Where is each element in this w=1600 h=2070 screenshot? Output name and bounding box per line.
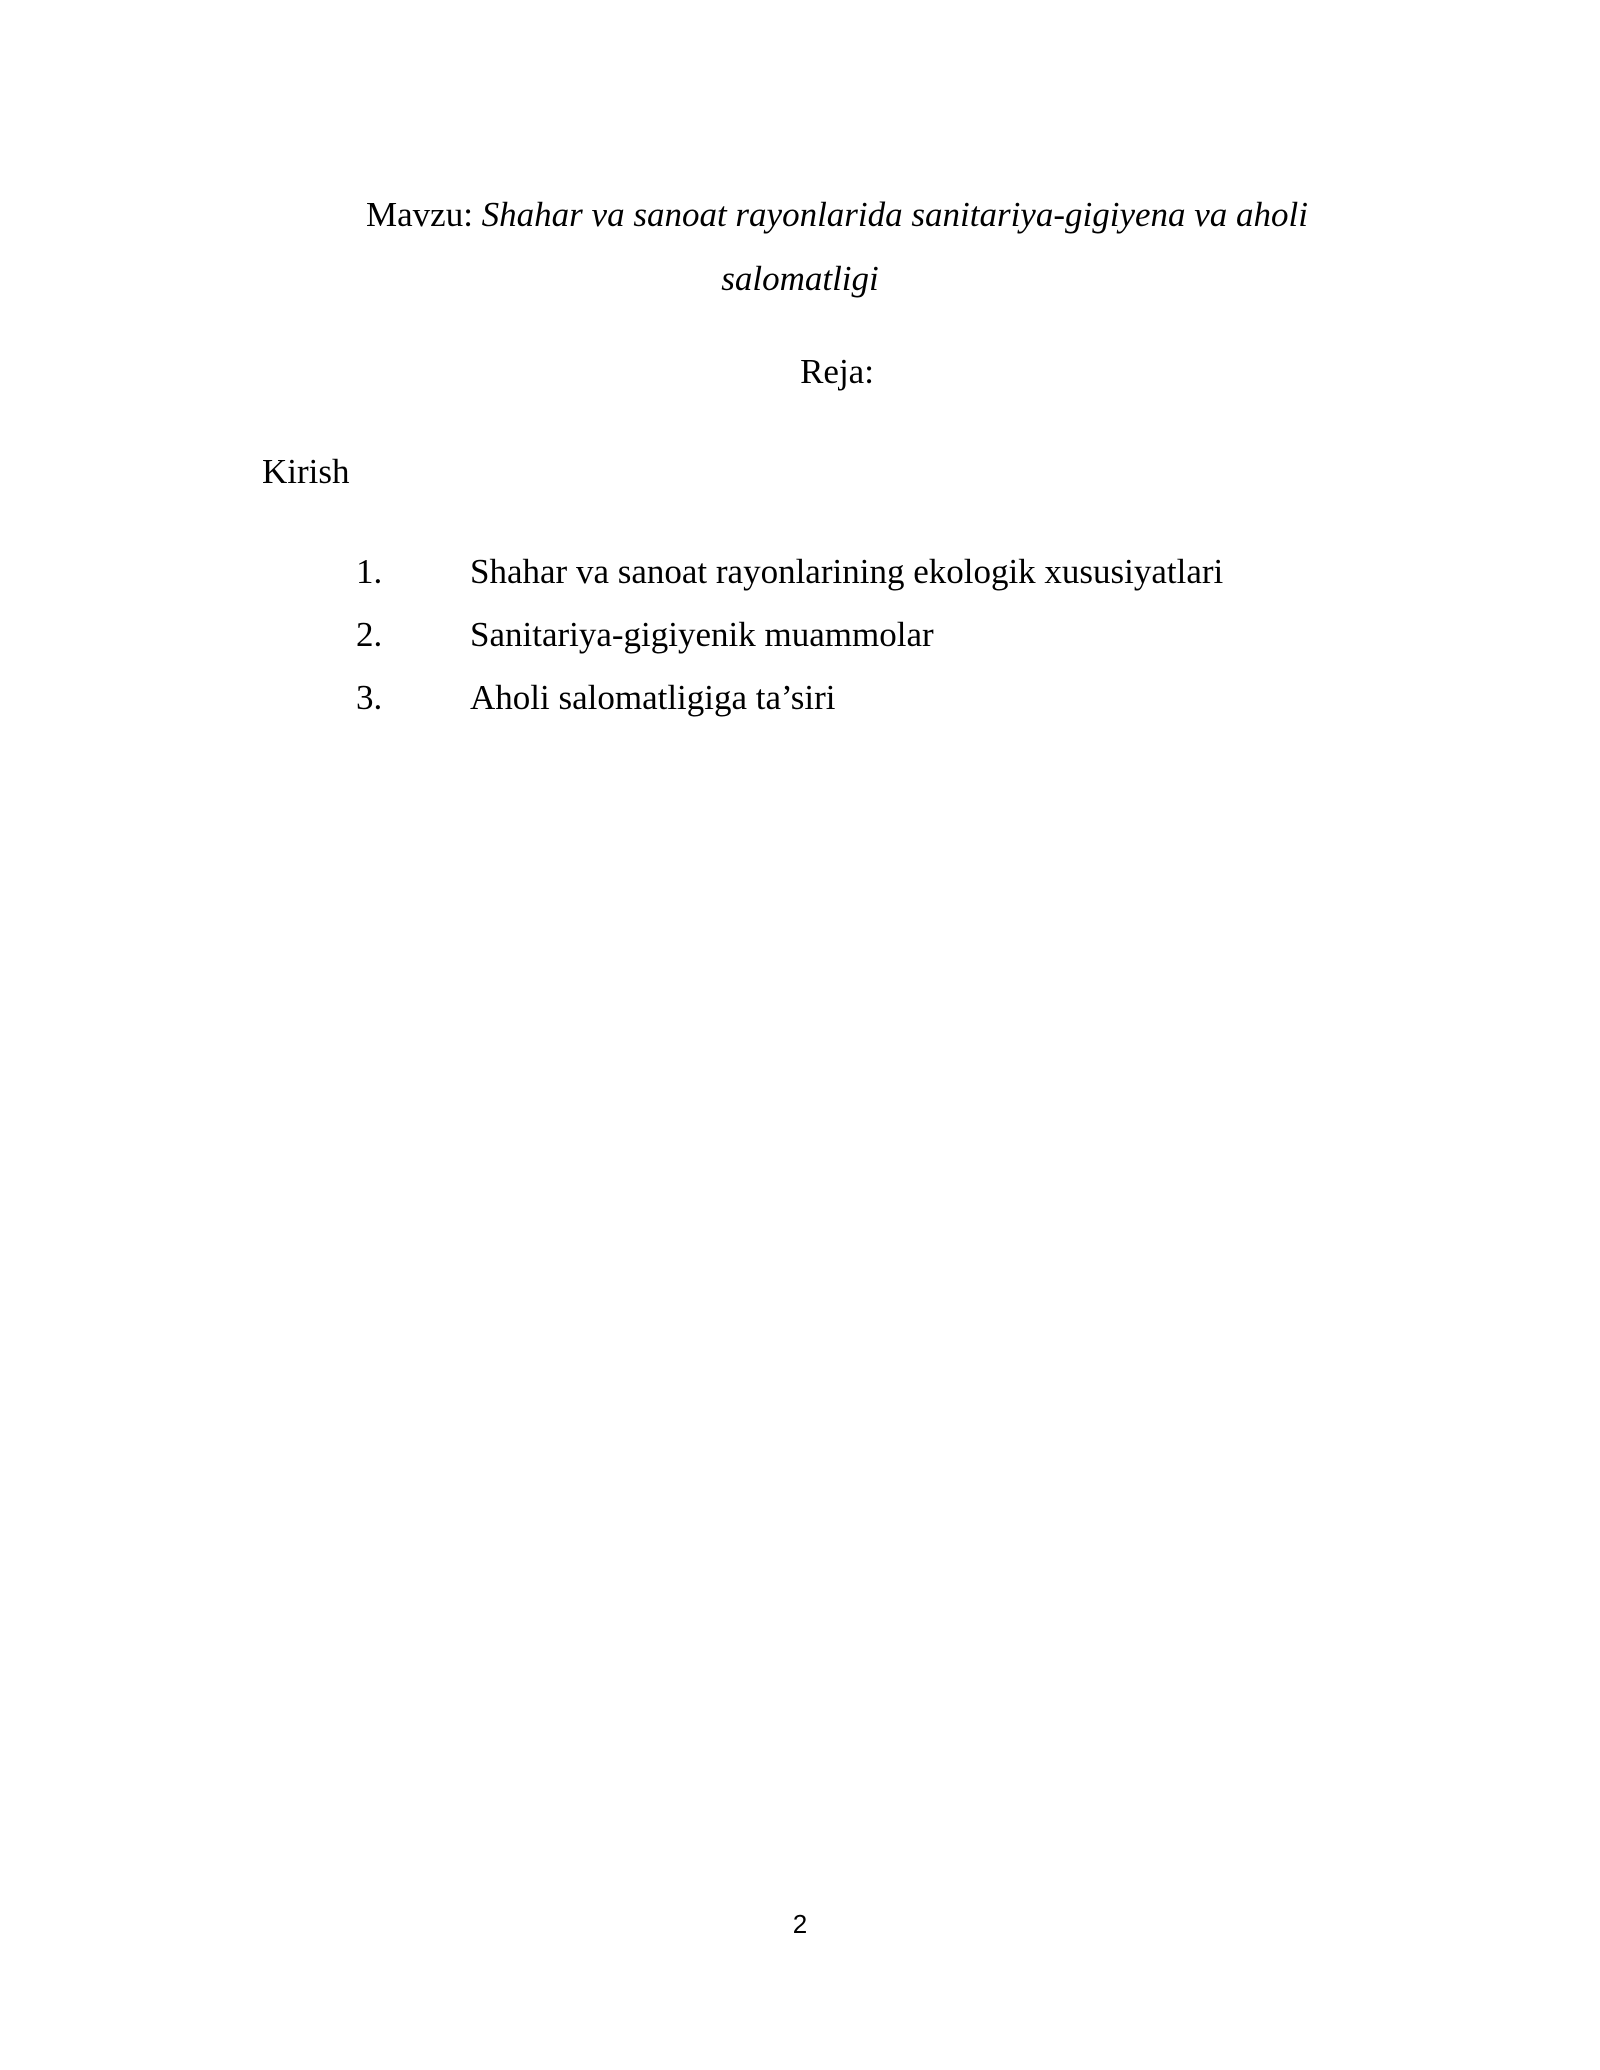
plan-item-1 (356, 550, 1223, 613)
plan-item-text: Aholi salomatligiga ta’siri (470, 678, 836, 717)
plan-item-text: Shahar va sanoat rayonlarining ekologik xususiyatlari (470, 552, 1224, 591)
intro-heading: Kirish (262, 452, 350, 491)
title-line-1 (0, 183, 1600, 247)
plan-item-number: 2. (356, 615, 383, 654)
page-number: 2 (792, 1909, 808, 1939)
plan-item-3 (356, 676, 1223, 739)
plan-item-2 (356, 613, 1223, 676)
document-title (0, 183, 1600, 311)
plan-item-number: 1. (356, 552, 383, 591)
title-topic-line-2: salomatligi (721, 259, 879, 298)
plan-list (356, 550, 1223, 739)
plan-item-number: 3. (356, 678, 383, 717)
title-prefix: Mavzu: (366, 195, 482, 234)
title-topic-line-1: Shahar va sanoat rayonlarida sanitariya-gigiyena va aholi (481, 195, 1308, 234)
plan-item-text: Sanitariya-gigiyenik muammolar (470, 615, 934, 654)
plan-heading: Reja: (800, 352, 874, 391)
